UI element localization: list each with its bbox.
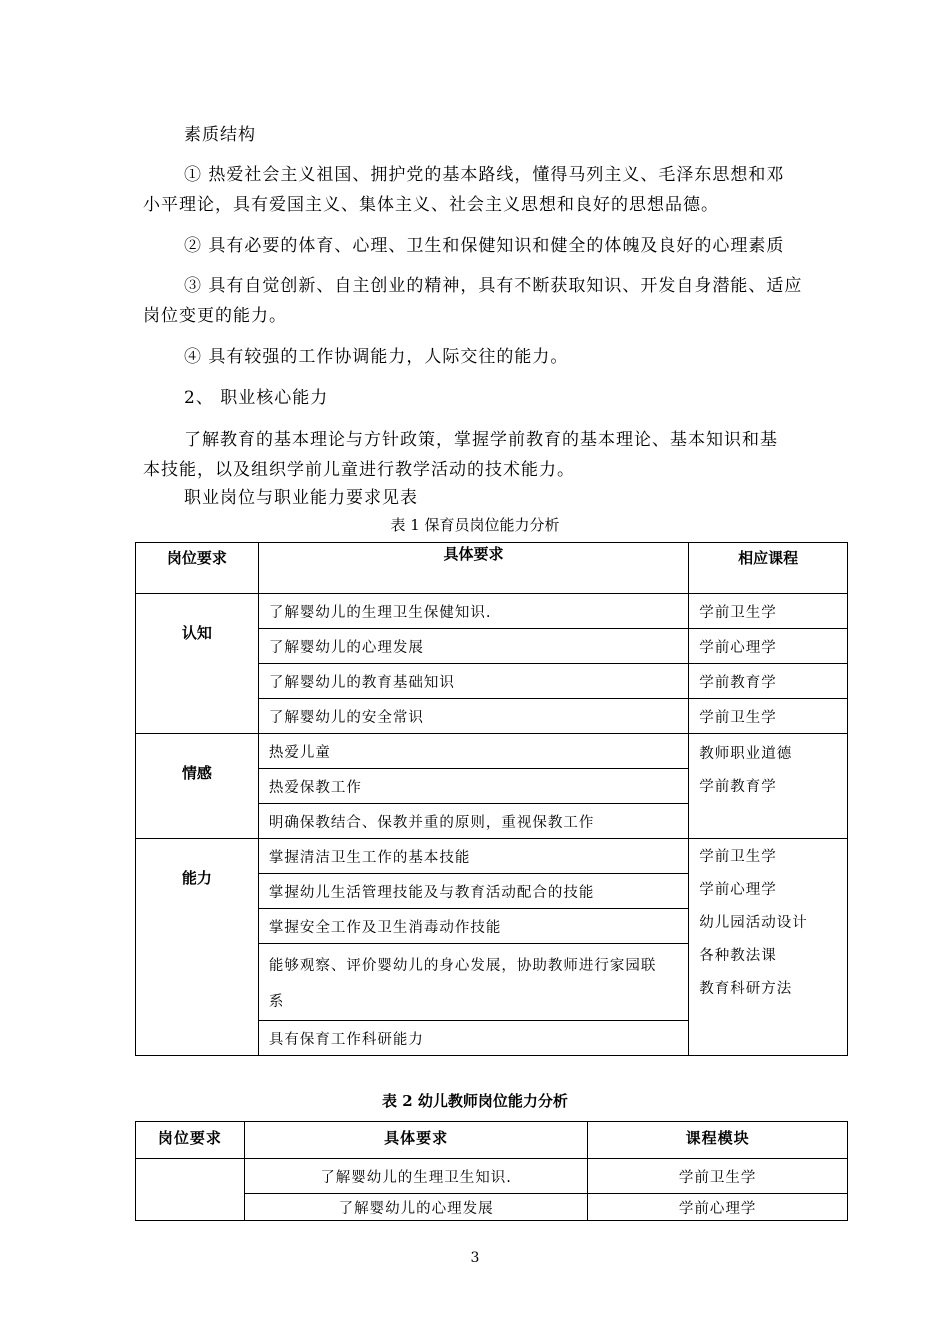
table-row: 了解婴幼儿的心理发展	[244, 1194, 588, 1221]
table-row: 了解婴幼儿的心理发展	[258, 629, 688, 664]
table-cell-course: 学前卫生学	[689, 594, 848, 629]
core-ability-line-1: 了解教育的基本理论与方针政策，掌握学前教育的基本理论、基本知识和基	[184, 430, 778, 450]
table-cell-module: 学前卫生学	[588, 1159, 848, 1194]
quality-item-3-line-2: 岗位变更的能力。	[143, 306, 287, 326]
table1-header-detail: 具体要求	[258, 543, 688, 594]
table1-header-course: 相应课程	[689, 543, 848, 594]
table2-caption: 表 2 幼儿教师岗位能力分析	[382, 1092, 568, 1110]
table2-header-module: 课程模块	[588, 1122, 848, 1159]
table-row: 明确保教结合、保教并重的原则，重视保教工作	[258, 804, 688, 839]
table-row: 能够观察、评价婴幼儿的身心发展，协助教师进行家园联 系	[258, 944, 688, 1021]
page-number: 3	[470, 1250, 480, 1266]
table-row: 了解婴幼儿的教育基础知识	[258, 664, 688, 699]
table1-category-ability: 能力	[136, 839, 259, 1056]
table2-empty-category	[136, 1159, 245, 1221]
table1-category-emotion: 情感	[136, 734, 259, 839]
quality-heading: 素质结构	[184, 125, 256, 145]
see-table-text: 职业岗位与职业能力要求见表	[184, 488, 418, 508]
table-row: 了解婴幼儿的安全常识	[258, 699, 688, 734]
quality-item-1-line-1: ① 热爱社会主义祖国、拥护党的基本路线，懂得马列主义、毛泽东思想和邓	[184, 165, 785, 185]
quality-item-4: ④ 具有较强的工作协调能力，人际交往的能力。	[184, 347, 569, 367]
table1-header-requirement: 岗位要求	[136, 543, 259, 594]
table-cell-course: 学前卫生学	[689, 699, 848, 734]
table-row: 掌握清洁卫生工作的基本技能	[258, 839, 688, 874]
core-ability-heading: 2、 职业核心能力	[184, 388, 329, 408]
table1	[135, 542, 848, 1056]
table2-header-detail: 具体要求	[244, 1122, 588, 1159]
table1-ability-courses: 学前卫生学 学前心理学 幼儿园活动设计 各种教法课 教育科研方法	[689, 839, 848, 1056]
table-row: 了解婴幼儿的生理卫生保健知识.	[258, 594, 688, 629]
table-row: 热爱儿童	[258, 734, 688, 769]
table1-category-cognition: 认知	[136, 594, 259, 734]
quality-item-2: ② 具有必要的体育、心理、卫生和保健知识和健全的体魄及良好的心理素质	[184, 236, 785, 256]
table-cell-course: 学前教育学	[689, 664, 848, 699]
table-row: 热爱保教工作	[258, 769, 688, 804]
table-row: 了解婴幼儿的生理卫生知识.	[244, 1159, 588, 1194]
table2	[135, 1121, 848, 1221]
core-ability-line-2: 本技能，以及组织学前儿童进行教学活动的技术能力。	[143, 460, 575, 480]
table1-emotion-courses: 教师职业道德 学前教育学	[689, 734, 848, 839]
quality-item-3-line-1: ③ 具有自觉创新、自主创业的精神，具有不断获取知识、开发自身潜能、适应	[184, 276, 803, 296]
table-cell-course: 学前心理学	[689, 629, 848, 664]
table2-header-requirement: 岗位要求	[136, 1122, 245, 1159]
table-row: 具有保育工作科研能力	[258, 1021, 688, 1056]
table1-caption: 表 1 保育员岗位能力分析	[390, 516, 560, 534]
quality-item-1-line-2: 小平理论，具有爱国主义、集体主义、社会主义思想和良好的思想品德。	[143, 195, 719, 215]
table-row: 掌握幼儿生活管理技能及与教育活动配合的技能	[258, 874, 688, 909]
table-cell-module: 学前心理学	[588, 1194, 848, 1221]
table-row: 掌握安全工作及卫生消毒动作技能	[258, 909, 688, 944]
